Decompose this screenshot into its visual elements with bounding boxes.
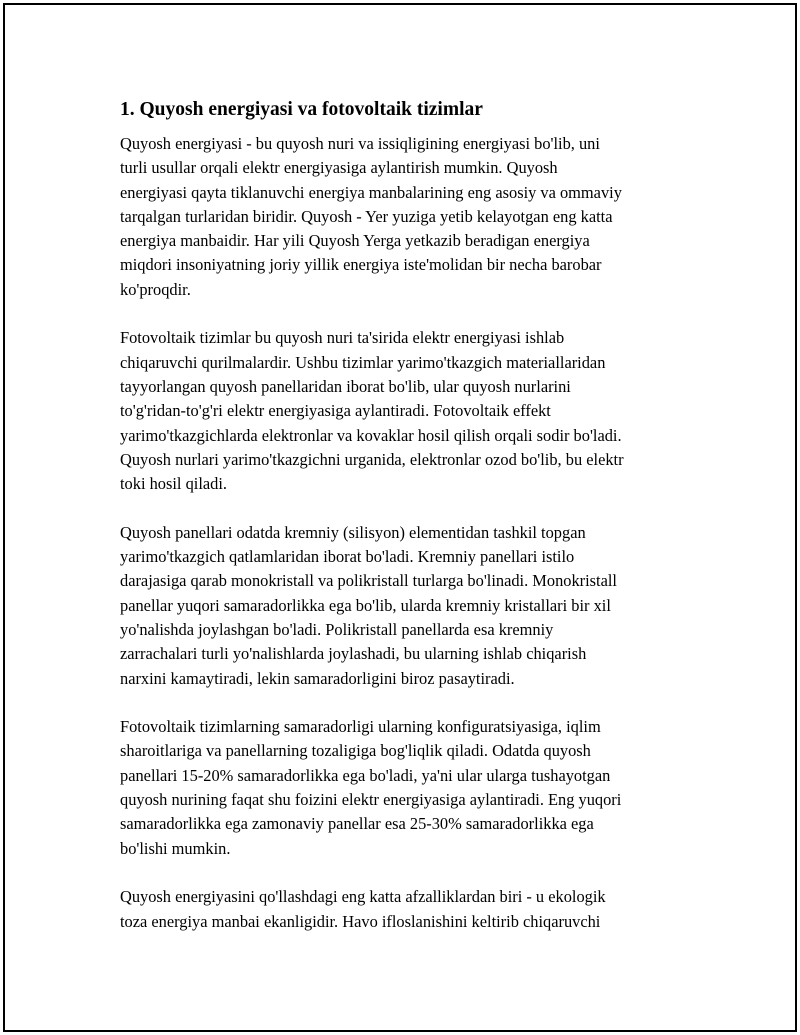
text-line: Fotovoltaik tizimlarning samaradorligi ularning konfiguratsiyasiga, iqlim (120, 717, 601, 737)
text-line: toki hosil qiladi. (120, 474, 227, 494)
text-line: zarrachalari turli yo'nalishlarda joylashadi, bu ularning ishlab chiqarish (120, 644, 587, 664)
document-body (120, 97, 710, 958)
text-line: panellar yuqori samaradorlikka ega bo'lib, ularda kremniy kristallari bir xil (120, 595, 611, 615)
document-page (3, 3, 797, 1032)
text-line: ko'proqdir. (120, 279, 191, 299)
text-line: Quyosh energiyasini qo'llashdagi eng katta afzalliklardan biri - u ekologik (120, 887, 606, 907)
paragraph-1 (120, 132, 710, 302)
text-line: quyosh nurining faqat shu foizini elektr energiyasiga aylantiradi. Eng yuqori (120, 790, 622, 810)
paragraph-3 (120, 521, 710, 691)
text-line: toza energiya manbai ekanligidir. Havo ifloslanishini keltirib chiqaruvchi (120, 911, 601, 931)
text-line: yo'nalishda joylashgan bo'ladi. Polikristall panellarda esa kremniy (120, 619, 554, 639)
text-line: bo'lishi mumkin. (120, 838, 231, 858)
text-line: energiya manbaidir. Har yili Quyosh Yerga yetkazib beradigan energiya (120, 231, 590, 251)
paragraph-5 (120, 885, 710, 934)
text-line: chiqaruvchi qurilmalardir. Ushbu tizimlar yarimo'tkazgich materiallaridan (120, 352, 606, 372)
text-line: Quyosh nurlari yarimo'tkazgichni urganida, elektronlar ozod bo'lib, bu elektr (120, 449, 624, 469)
paragraph-2 (120, 326, 710, 496)
text-line: energiyasi qayta tiklanuvchi energiya manbalarining eng asosiy va ommaviy (120, 182, 622, 202)
text-line: tarqalgan turlaridan biridir. Quyosh - Yer yuziga yetib kelayotgan eng katta (120, 206, 613, 226)
text-line: tayyorlangan quyosh panellaridan iborat bo'lib, ular quyosh nurlarini (120, 376, 571, 396)
text-line: samaradorlikka ega zamonaviy panellar esa 25-30% samaradorlikka ega (120, 814, 594, 834)
text-line: to'g'ridan-to'g'ri elektr energiyasiga aylantiradi. Fotovoltaik effekt (120, 401, 551, 421)
text-line: Quyosh panellari odatda kremniy (silisyon) elementidan tashkil topgan (120, 522, 586, 542)
text-line: darajasiga qarab monokristall va polikristall turlarga bo'linadi. Monokristall (120, 571, 617, 591)
text-line: panellari 15-20% samaradorlikka ega bo'ladi, ya'ni ular ularga tushayotgan (120, 765, 611, 785)
text-line: yarimo'tkazgichlarda elektronlar va kovaklar hosil qilish orqali sodir bo'ladi. (120, 425, 622, 445)
text-line: Fotovoltaik tizimlar bu quyosh nuri ta'sirida elektr energiyasi ishlab (120, 328, 565, 348)
text-line: narxini kamaytiradi, lekin samaradorligini biroz pasaytiradi. (120, 668, 515, 688)
text-line: sharoitlariga va panellarning tozaligiga bog'liqlik qiladi. Odatda quyosh (120, 741, 591, 761)
section-heading: 1. Quyosh energiyasi va fotovoltaik tizimlar (120, 99, 483, 120)
text-line: turli usullar orqali elektr energiyasiga aylantirish mumkin. Quyosh (120, 158, 558, 178)
paragraph-4 (120, 715, 710, 861)
text-line: miqdori insoniyatning joriy yillik energiya iste'molidan bir necha barobar (120, 255, 602, 275)
text-line: Quyosh energiyasi - bu quyosh nuri va issiqligining energiyasi bo'lib, uni (120, 134, 600, 153)
text-line: yarimo'tkazgich qatlamlaridan iborat bo'ladi. Kremniy panellari istilo (120, 547, 575, 567)
